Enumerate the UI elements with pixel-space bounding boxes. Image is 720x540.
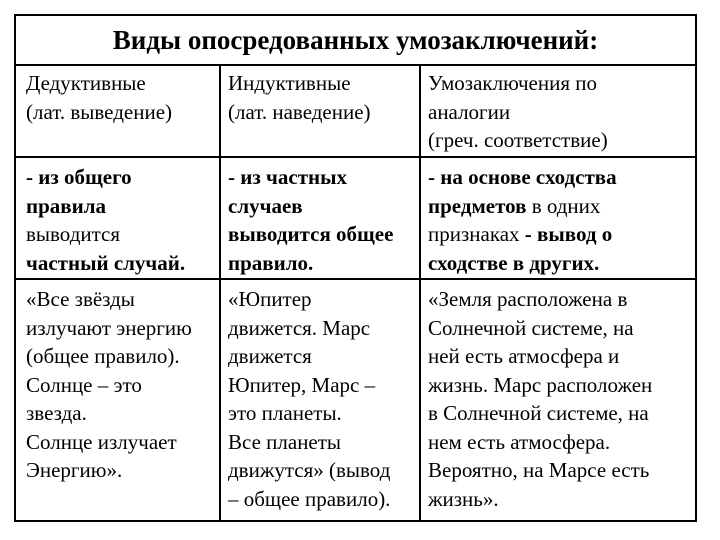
definition-text: частный случай. [26, 250, 186, 275]
definition-text: выводится [26, 222, 121, 246]
column-name: Дедуктивные [26, 71, 146, 95]
example-deductive: «Все звёзды излучают энергию (общее правило). Солнце – это звезда. Солнце излучает Энергию». [26, 287, 192, 482]
definition-deductive [26, 163, 216, 277]
definition-text: - из общего правила [26, 165, 132, 218]
definition-inductive [228, 163, 418, 277]
column-header-inductive [228, 69, 416, 126]
example-analogy: «Земля расположена в Солнечной системе, на ней есть атмосфера и жизнь. Марс расположен в Солнечной системе, на нем есть атмосфера. Вероятно, на Марсе есть жизнь». [428, 287, 653, 511]
definition-text: - на основе сходства предметов [428, 165, 617, 218]
definition-text: в одних признаках [428, 193, 601, 246]
table-title: Виды опосредованных умозаключений: [112, 25, 599, 55]
column-name: Индуктивные [228, 71, 351, 95]
column-origin: (лат. наведение) [228, 99, 371, 124]
column-name: Умозаключения по аналогии [428, 71, 598, 124]
example-inductive: «Юпитер движется. Марс движется Юпитер, Марс – это планеты. Все планеты движутся» (вывод – общее правило). [228, 287, 391, 511]
column-origin: (греч. соответствие) [428, 128, 608, 152]
definition-text: - вывод о сходстве в других. [428, 222, 613, 275]
column-header-deductive [26, 69, 216, 126]
definition-analogy [428, 163, 690, 277]
title-divider [16, 64, 695, 66]
column-header-analogy [428, 69, 690, 155]
definition-text: - из частных случаев выводится общее правило. [228, 165, 394, 275]
column-divider [419, 64, 421, 520]
header-divider [16, 156, 695, 158]
column-origin: (лат. выведение) [26, 99, 173, 124]
column-divider [219, 64, 221, 520]
definition-divider [16, 278, 695, 280]
